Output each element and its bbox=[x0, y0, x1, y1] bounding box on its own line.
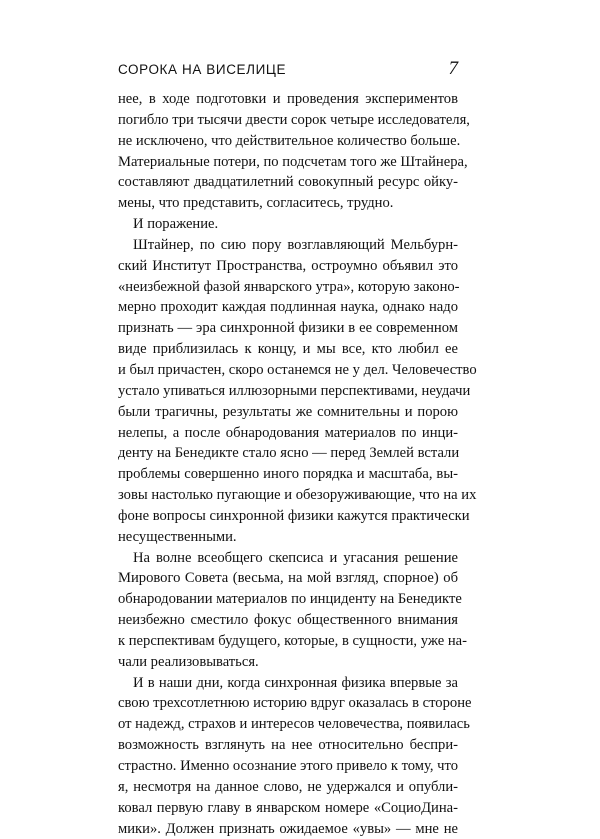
text-line: были трагичны, результаты же сомнительны и порою bbox=[118, 403, 458, 420]
text-line: мики». Должен признать ожидаемое «увы» — мне не bbox=[118, 820, 458, 837]
text-line: «неизбежной фазой январского утра», которую законо- bbox=[118, 278, 460, 295]
text-line: проблемы совершенно иного порядка и масштаба, вы- bbox=[118, 466, 458, 483]
text-line: На волне всеобщего скепсиса и угасания решение bbox=[133, 549, 458, 566]
text-line: зовы настолько пугающие и обезоруживающие, что на их bbox=[118, 487, 477, 504]
text-line: виде приблизилась к концу, и мы все, кто любил ее bbox=[118, 341, 458, 358]
text-line: я, несмотря на данное слово, не удержался и опубли- bbox=[118, 778, 458, 795]
text-line: обнародовании материалов по инциденту на Бенедикте bbox=[118, 591, 462, 608]
text-line: Материальные потери, по подсчетам того же Штайнера, bbox=[118, 153, 468, 170]
text-line: нее, в ходе подготовки и проведения экспериментов bbox=[118, 91, 458, 107]
text-line: мены, что представить, согласитесь, трудно. bbox=[118, 195, 394, 212]
text-line: возможность взглянуть на нее относительно беспри- bbox=[118, 737, 458, 754]
text-line: мерно проходит каждая подлинная наука, однако надо bbox=[118, 299, 458, 316]
text-line: чали реализовываться. bbox=[118, 653, 259, 670]
text-line: страстно. Именно осознание этого привело к тому, что bbox=[118, 758, 458, 774]
text-line: Штайнер, по сию пору возглавляющий Мельбурн- bbox=[133, 236, 458, 253]
text-line: ский Институт Пространства, остроумно объявил это bbox=[118, 257, 458, 274]
text-line: И в наши дни, когда синхронная физика впервые за bbox=[133, 674, 458, 691]
page-number: 7 bbox=[448, 58, 458, 79]
text-line: нелепы, а после обнародования материалов по инци- bbox=[118, 424, 458, 441]
text-line: неизбежно сместило фокус общественного внимания bbox=[118, 612, 458, 629]
text-line: признать — эра синхронной физики в ее современном bbox=[118, 320, 458, 337]
text-line: составляют двадцатилетний совокупный ресурс ойку- bbox=[118, 174, 458, 191]
running-header bbox=[118, 60, 458, 82]
text-line: не исключено, что действительное количество больше. bbox=[118, 132, 461, 149]
text-line: Мирового Совета (весьма, на мой взгляд, спорное) об bbox=[118, 570, 458, 587]
text-line: к перспективам будущего, которые, в сущности, уже на- bbox=[118, 632, 468, 649]
text-line: свою трехсотлетнюю историю вдруг оказалась в стороне bbox=[118, 695, 472, 712]
text-line: устало упиваться иллюзорными перспективами, неудачи bbox=[118, 382, 471, 399]
text-line: денту на Бенедикте стало ясно — перед Землей встали bbox=[118, 445, 460, 462]
text-line: И поражение. bbox=[133, 216, 219, 233]
text-line: и был причастен, скоро останемся не у дел. Человечество bbox=[118, 361, 477, 378]
text-line: фоне вопросы синхронной физики кажутся практически bbox=[118, 507, 470, 524]
text-line: несущественными. bbox=[118, 528, 237, 545]
body-text bbox=[118, 89, 477, 839]
text-line: погибло три тысячи двести сорок четыре исследователя, bbox=[118, 111, 470, 128]
text-line: от надежд, страхов и интересов человечества, появилась bbox=[118, 716, 470, 733]
text-line: ковал первую главу в январском номере «СоциоДина- bbox=[118, 799, 458, 816]
running-title: СОРОКА НА ВИСЕЛИЦЕ bbox=[118, 62, 287, 77]
